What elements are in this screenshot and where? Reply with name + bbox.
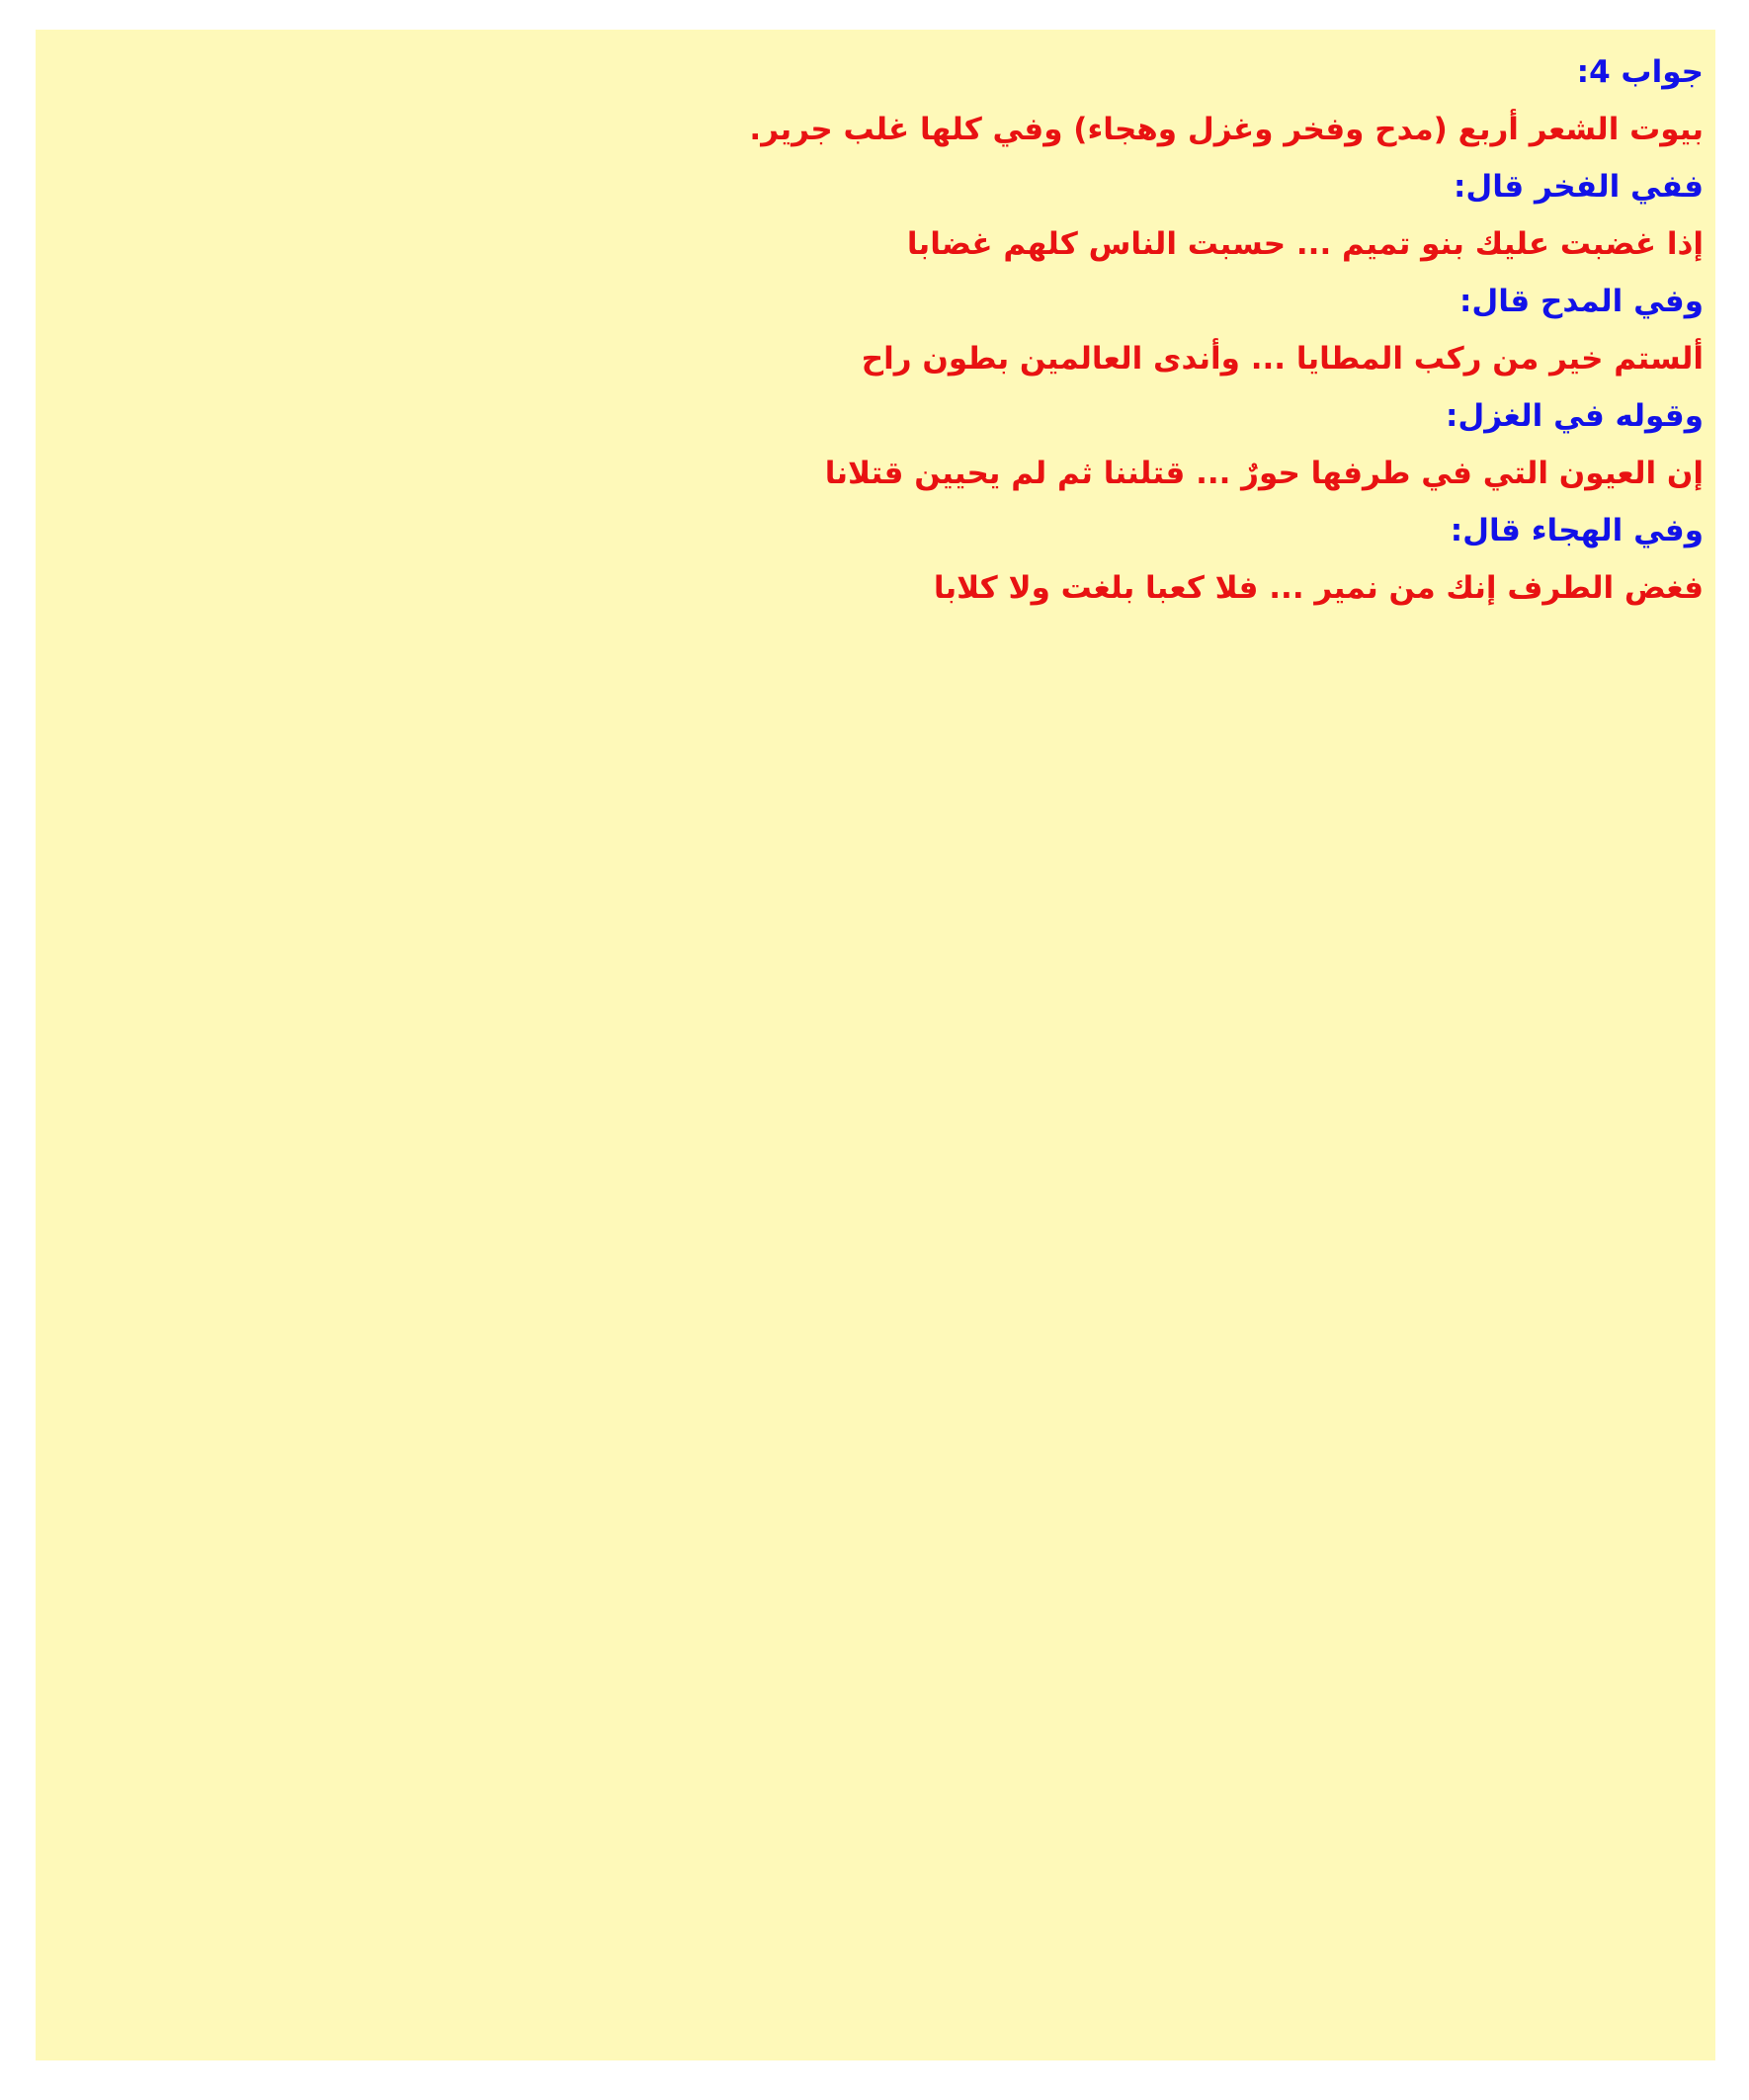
- answer-panel: [36, 30, 1715, 2060]
- section-label-madh: وفي المدح قال:: [1458, 284, 1704, 319]
- answer-intro: بيوت الشعر أربع (مدح وفخر وغزل وهجاء) وفي كلها غلب جرير.: [749, 112, 1704, 147]
- verse-ghazal: إن العيون التي في طرفها حورٌ ... قتلننا ثم لم يحيين قتلانا: [824, 456, 1704, 491]
- section-label-fakhr: ففي الفخر قال:: [1454, 169, 1704, 205]
- verse-hija: فغض الطرف إنك من نمير ... فلا كعبا بلغت ولا كلابا: [933, 570, 1704, 606]
- answer-heading: جواب 4:: [1576, 54, 1704, 90]
- verse-fakhr: إذا غضبت عليك بنو تميم ... حسبت الناس كلهم غضابا: [906, 226, 1704, 262]
- section-label-hija: وفي الهجاء قال:: [1450, 513, 1704, 548]
- verse-madh: ألستم خير من ركب المطايا ... وأندى العالمين بطون راح: [861, 341, 1704, 377]
- section-label-ghazal: وقوله في الغزل:: [1445, 398, 1704, 434]
